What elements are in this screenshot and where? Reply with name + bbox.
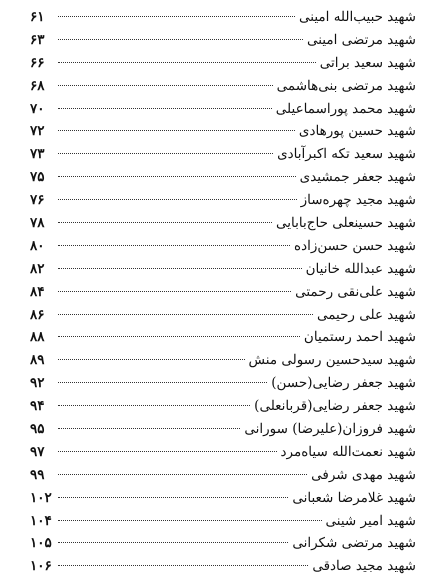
toc-entry-page-number: ۷۲ (30, 123, 45, 140)
dotted-leader (58, 85, 273, 86)
toc-entry (30, 75, 416, 98)
dotted-leader (58, 199, 297, 200)
toc-entry (30, 120, 416, 143)
toc-entry-title: شهید حسین پورهادی (298, 123, 416, 140)
toc-entry-title: شهید سعید براتی (319, 54, 416, 71)
dotted-leader (58, 176, 296, 177)
toc-entry-title: شهید جعفر رضایی(حسن) (271, 375, 416, 392)
toc-entry-title: شهید مرتضی امینی (306, 31, 416, 48)
toc-entry (30, 349, 416, 372)
toc-entry (30, 52, 416, 75)
toc-entry-page-number: ۸۹ (30, 352, 45, 369)
dotted-leader (58, 39, 303, 40)
toc-entry (30, 6, 416, 29)
toc-entry (30, 487, 416, 510)
dotted-leader (58, 130, 295, 131)
toc-entry-page-number: ۸۸ (30, 329, 45, 346)
dotted-leader (58, 359, 245, 360)
toc-entry-title: شهید مرتضی شکرانی (292, 535, 416, 552)
toc-entry-page-number: ۹۵ (30, 421, 45, 438)
dotted-leader (58, 16, 295, 17)
toc-entry-title: شهید حسن حسن‌زاده (294, 237, 416, 254)
toc-entry (30, 418, 416, 441)
toc-entry-page-number: ۶۸ (30, 77, 45, 94)
toc-entry-title: شهید مهدی شرفی (311, 466, 416, 483)
toc-entry-title: شهید علی رحیمی (316, 306, 416, 323)
toc-entry-title: شهید عبدالله خانیان (305, 260, 416, 277)
toc-entry-title: شهید جعفر رضایی(قربانعلی) (254, 398, 416, 415)
dotted-leader (58, 62, 316, 63)
dotted-leader (58, 291, 291, 292)
toc-entry-title: شهید مجید صادقی (312, 558, 416, 575)
toc-entry-title: شهید سعید تکه اکبرآبادی (277, 146, 416, 163)
dotted-leader (58, 565, 308, 566)
toc-entry (30, 532, 416, 555)
toc-entry (30, 29, 416, 52)
toc-entry (30, 143, 416, 166)
toc-entry-page-number: ۷۵ (30, 169, 45, 186)
toc-entry-title: شهید جعفر جمشیدی (299, 169, 416, 186)
dotted-leader (58, 245, 290, 246)
toc-entry-page-number: ۱۰۶ (30, 558, 52, 575)
toc-entry-page-number: ۶۶ (30, 54, 45, 71)
toc-entry-title: شهید مجید چهره‌ساز (300, 192, 416, 209)
toc-entry-page-number: ۹۴ (30, 398, 45, 415)
dotted-leader (58, 542, 288, 543)
dotted-leader (58, 314, 313, 315)
dotted-leader (58, 153, 273, 154)
dotted-leader (58, 336, 300, 337)
toc-entry-page-number: ۹۲ (30, 375, 45, 392)
toc-entry-page-number: ۷۶ (30, 192, 45, 209)
toc-entry-page-number: ۸۲ (30, 260, 45, 277)
dotted-leader (58, 268, 302, 269)
toc-entry-page-number: ۹۹ (30, 466, 45, 483)
toc-entry-title: شهید محمد پوراسماعیلی (275, 100, 416, 117)
toc-entry-page-number: ۱۰۴ (30, 512, 52, 529)
toc-entry-page-number: ۷۰ (30, 100, 45, 117)
toc-entry-title: شهید سیدحسین رسولی منش (248, 352, 416, 369)
dotted-leader (58, 222, 272, 223)
toc-entry-title: شهید مرتضی بنی‌هاشمی (276, 77, 416, 94)
toc-entry-page-number: ۶۱ (30, 9, 45, 25)
toc-entry-title: شهید غلامرضا شعبانی (292, 489, 416, 506)
toc-entry (30, 372, 416, 395)
toc-entry-title: شهید احمد رستمیان (303, 329, 416, 346)
toc-entry (30, 464, 416, 487)
dotted-leader (58, 451, 277, 452)
toc-entry-title: شهید نعمت‌الله سیاه‌مرد (280, 443, 416, 460)
toc-entry-page-number: ۷۳ (30, 146, 45, 163)
dotted-leader (58, 474, 307, 475)
toc-entry (30, 235, 416, 258)
toc-entry (30, 555, 416, 578)
toc-entry-title: شهید حسینعلی حاج‌بابایی (276, 215, 416, 232)
dotted-leader (58, 382, 267, 383)
toc-entry (30, 166, 416, 189)
toc-entry-page-number: ۱۰۵ (30, 535, 52, 552)
toc-entry (30, 189, 416, 212)
toc-entry (30, 281, 416, 304)
toc-entry (30, 395, 416, 418)
toc-entry (30, 326, 416, 349)
toc-entry-page-number: ۷۸ (30, 215, 45, 232)
toc-entry-page-number: ۸۰ (30, 237, 45, 254)
dotted-leader (58, 108, 272, 109)
toc-entry (30, 98, 416, 121)
dotted-leader (58, 405, 250, 406)
toc-entry-title: شهید امیر شینی (325, 512, 416, 529)
toc-entry (30, 441, 416, 464)
toc-entry-page-number: ۹۷ (30, 443, 45, 460)
dotted-leader (58, 520, 322, 521)
toc-entry-page-number: ۸۴ (30, 283, 45, 300)
toc-entry (30, 258, 416, 281)
toc-entry (30, 510, 416, 533)
toc-entry (30, 212, 416, 235)
toc-entry-title: شهید علی‌نقی رحمتی (295, 283, 416, 300)
toc-entry-page-number: ۱۰۲ (30, 489, 52, 506)
toc-entry-page-number: ۶۳ (30, 31, 45, 48)
toc-entry-title: شهید حبیب‌الله امینی (299, 9, 416, 25)
table-of-contents (30, 6, 416, 578)
dotted-leader (58, 497, 288, 498)
toc-entry-title: شهید فروزان(علیرضا) سورانی (244, 421, 416, 438)
toc-entry (30, 304, 416, 327)
dotted-leader (58, 428, 240, 429)
toc-entry-page-number: ۸۶ (30, 306, 45, 323)
